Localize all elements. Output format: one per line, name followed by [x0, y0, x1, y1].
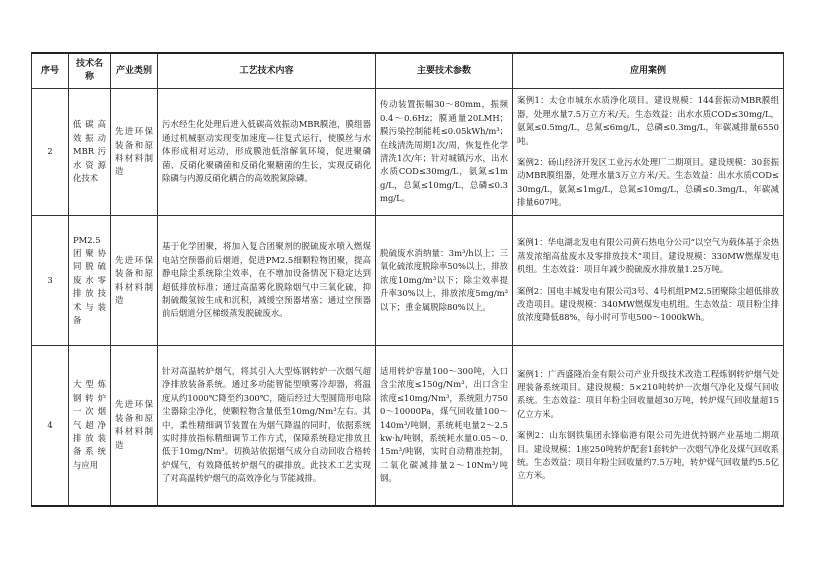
row-cases	[513, 89, 784, 216]
row-content: 污水经生化处理后进入低碳高效振动MBR膜池，膜组器通过机械驱动实现变加速度—往复式运行，使膜丝与水体形成相对运动，形成膜池低溶解氧环境，促进聚磷菌、反硝化聚磷菌和反硝化聚糖菌的生长，实现反硝化除磷与内源反硝化耦合的高效脱氮除磷。	[158, 89, 376, 216]
row-content: 针对高温转炉烟气，将其引入大型炼钢转炉一次烟气超净排放装备系统。通过多功能智能型喷雾冷却器，将温度从约1000℃降至约300℃，随后经过大型圆筒形电除尘器除尘净化，使颗粒物含量低至10mg/Nm³左右。其中，柔性精细调节装置在为烟气降温的同时，依据系统实时排放指标精细调节工作方式，保障系统稳定排放且低于10mg/Nm³。切换站依据烟气成分自动回收合格转炉煤气，有效降低转炉烟气的碳排放。此技术工艺实现了对高温转炉烟气的高效净化与节能减排。	[158, 346, 376, 506]
header-name: 技术名称	[69, 53, 111, 89]
table-row	[32, 346, 784, 506]
row-cases	[513, 346, 784, 506]
row-params: 传动装置振幅30～80mm，振频0.4～0.6Hz；膜通量20LMH；膜污染控制能耗≤0.05kWh/m³；在线清洗周期1次/周，恢复性化学清洗1次/年；针对城镇污水，出水水质COD≤30mg/L，氨氮≤1mg/L，总氮≤10mg/L，总磷≤0.3mg/L。	[376, 89, 513, 216]
case-item: 案例1：华电湖北发电有限公司黄石热电分公司“以空气为载体基于余热蒸发浓缩高盐废水及零排放技术”项目。建设规模：330MW燃煤发电机组。生态效益：项目年减少脱硫废水排放量1.25万吨。	[517, 237, 779, 275]
header-no: 序号	[32, 53, 69, 89]
row-params: 适用转炉容量100～300吨，入口含尘浓度≤150g/Nm³，出口含尘浓度≤10mg/Nm³，系统阻力7500～10000Pa，煤气回收量100～140m³/吨钢，系统耗电量2～2.5kw·h/吨钢，系统耗水量0.05～0.15m³/吨钢，实时自动精准控制，二氧化碳减排量2～10Nm³/吨钢。	[376, 346, 513, 506]
row-cases	[513, 216, 784, 346]
table-row	[32, 89, 784, 216]
header-category: 产业类别	[111, 53, 158, 89]
case-item: 案例2：砀山经济开发区工业污水处理厂二期项目。建设规模：30套振动MBR膜组器，处理水量3万立方米/天。生态效益：出水水质COD≤30mg/L，氨氮≤1mg/L，总氮≤10mg/L，总磷≤0.3mg/L，年碳减排量607吨。	[517, 157, 779, 208]
row-no: 4	[32, 346, 69, 506]
header-params: 主要技术参数	[376, 53, 513, 89]
case-item: 案例2：国电丰城发电有限公司3号、4号机组PM2.5团聚除尘超低排放改造项目。建设规模：340MW燃煤发电机组。生态效益：项目粉尘排放浓度降低88%，每小时可节电500～1000kWh。	[517, 285, 779, 323]
technology-table	[31, 52, 784, 507]
row-category: 先进环保装备和原料材料制造	[111, 216, 158, 346]
row-name: 低碳高效振动MBR污水资源化技术	[69, 89, 111, 216]
table-row	[32, 216, 784, 346]
case-item: 案例2：山东钢铁集团永锋临港有限公司先进优特钢产业基地二期项目。建设规模：1座250吨转炉配套1套转炉一次烟气净化及煤气回收系统。生态效益：项目年粉尘回收量约7.5万吨，转炉煤气回收量约5.5亿立方米。	[517, 430, 779, 481]
case-item: 案例1：广西盛隆冶金有限公司产业升级技术改造工程炼钢转炉烟气处理装备系统项目。建设规模：5×210吨转炉一次烟气净化及煤气回收系统。生态效益：项目年粉尘回收量超30万吨，转炉煤气回收量超15亿立方米。	[517, 368, 779, 419]
row-name: 大型炼钢转炉一次烟气超净排放装备系统与应用	[69, 346, 111, 506]
table-header-row	[32, 53, 784, 89]
row-category: 先进环保装备和原料材料制造	[111, 346, 158, 506]
row-no: 3	[32, 216, 69, 346]
row-content: 基于化学团聚，将加入复合团聚剂的脱硫废水喷入燃煤电站空预器前后烟道，促进PM2.5细颗粒物团聚，提高静电除尘系统除尘效率，在不增加设备情况下稳定达到超低排放标准；通过高温雾化脱除烟气中三氧化硫，抑制硫酸氢铵生成和沉积，减缓空预器堵塞；通过空预器前后烟道分区梯级蒸发脱硫废水。	[158, 216, 376, 346]
case-item: 案例1：太仓市城东水质净化项目。建设规模：144套振动MBR膜组器，处理水量7.5万立方米/天。生态效益：出水水质COD≤30mg/L，氨氮≤0.5mg/L，总氮≤6mg/L，总磷≤0.3mg/L，年碳减排量6550吨。	[517, 95, 779, 146]
header-content: 工艺技术内容	[158, 53, 376, 89]
row-params: 脱硫废水消纳量：3m³/h以上；三氧化硫浓度脱除率50%以上，排放浓度10mg/m³以下；除尘效率提升率30%以上，排放浓度5mg/m³以下；重金属脱除80%以上。	[376, 216, 513, 346]
header-cases: 应用案例	[513, 53, 784, 89]
row-category: 先进环保装备和原料材料制造	[111, 89, 158, 216]
row-name: PM2.5团聚协同脱硫废水零排放技术与装备	[69, 216, 111, 346]
row-no: 2	[32, 89, 69, 216]
